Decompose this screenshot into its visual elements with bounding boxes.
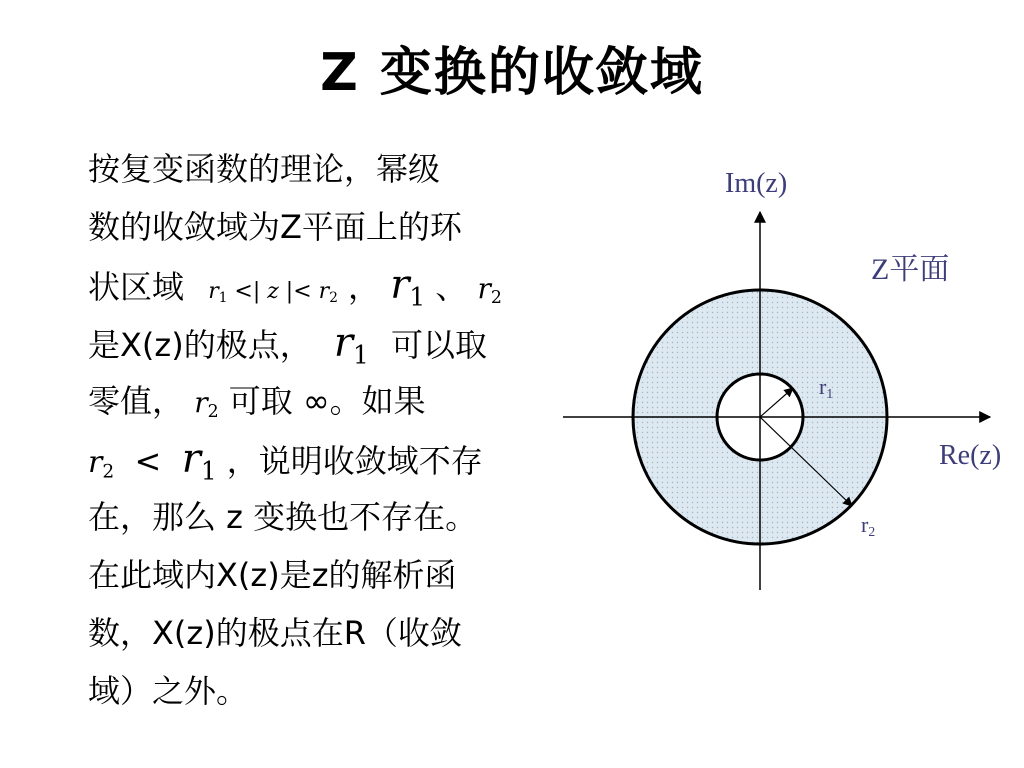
para-line-1: 按复变函数的理论，幂级 xyxy=(88,150,441,188)
imaginary-axis-label: Im(z) xyxy=(725,168,788,199)
para-line-3 xyxy=(88,256,558,314)
r2-symbol-3: $r_2$ xyxy=(88,445,115,483)
para-line-9: 数，X(z)的极点在R（收敛 xyxy=(88,614,462,652)
slide-title: Z 变换的收敛域 xyxy=(320,43,704,103)
r2-label: $r_2$ xyxy=(861,512,876,540)
less-than: < xyxy=(124,442,172,480)
para-line-4: 是X(z)的极点， $r_1$ 可以取 xyxy=(88,320,487,370)
z-plane-diagram xyxy=(555,160,1024,600)
r2-symbol: $r_2$ xyxy=(477,272,502,309)
enumeration-mark: 、 xyxy=(435,268,468,306)
r1-label: $r_1$ xyxy=(819,374,834,402)
z-plane-svg xyxy=(555,160,1024,600)
para-line-2: 数的收敛域为Z平面上的环 xyxy=(88,208,462,246)
para-line-7: 在，那么 z 变换也不存在。 xyxy=(88,498,478,536)
comma: ， xyxy=(348,268,381,306)
real-axis-label: Re(z) xyxy=(939,440,1002,471)
para-line-8: 在此域内X(z)是z的解析函 xyxy=(88,556,457,594)
annulus-condition: $r_1$ <| z |< $r_2$ xyxy=(208,279,338,307)
para-line-10: 域）之外。 xyxy=(88,672,249,710)
r1-symbol-3: $r_1$ xyxy=(181,436,217,486)
z-plane-label: Z平面 xyxy=(871,253,950,286)
body-paragraph xyxy=(88,140,558,720)
r2-symbol-2: $r_2$ xyxy=(194,386,219,423)
para-line-5: 零值， $r_2$ 可取 ∞。如果 xyxy=(88,382,426,423)
para-line-6: $r_2 < r_1$ ，说明收敛域不存 xyxy=(88,436,483,486)
r1-symbol-2: $r_1$ xyxy=(333,320,369,370)
region-text: 状区域 xyxy=(88,268,185,306)
r1-symbol: $r_1$ xyxy=(390,262,426,312)
